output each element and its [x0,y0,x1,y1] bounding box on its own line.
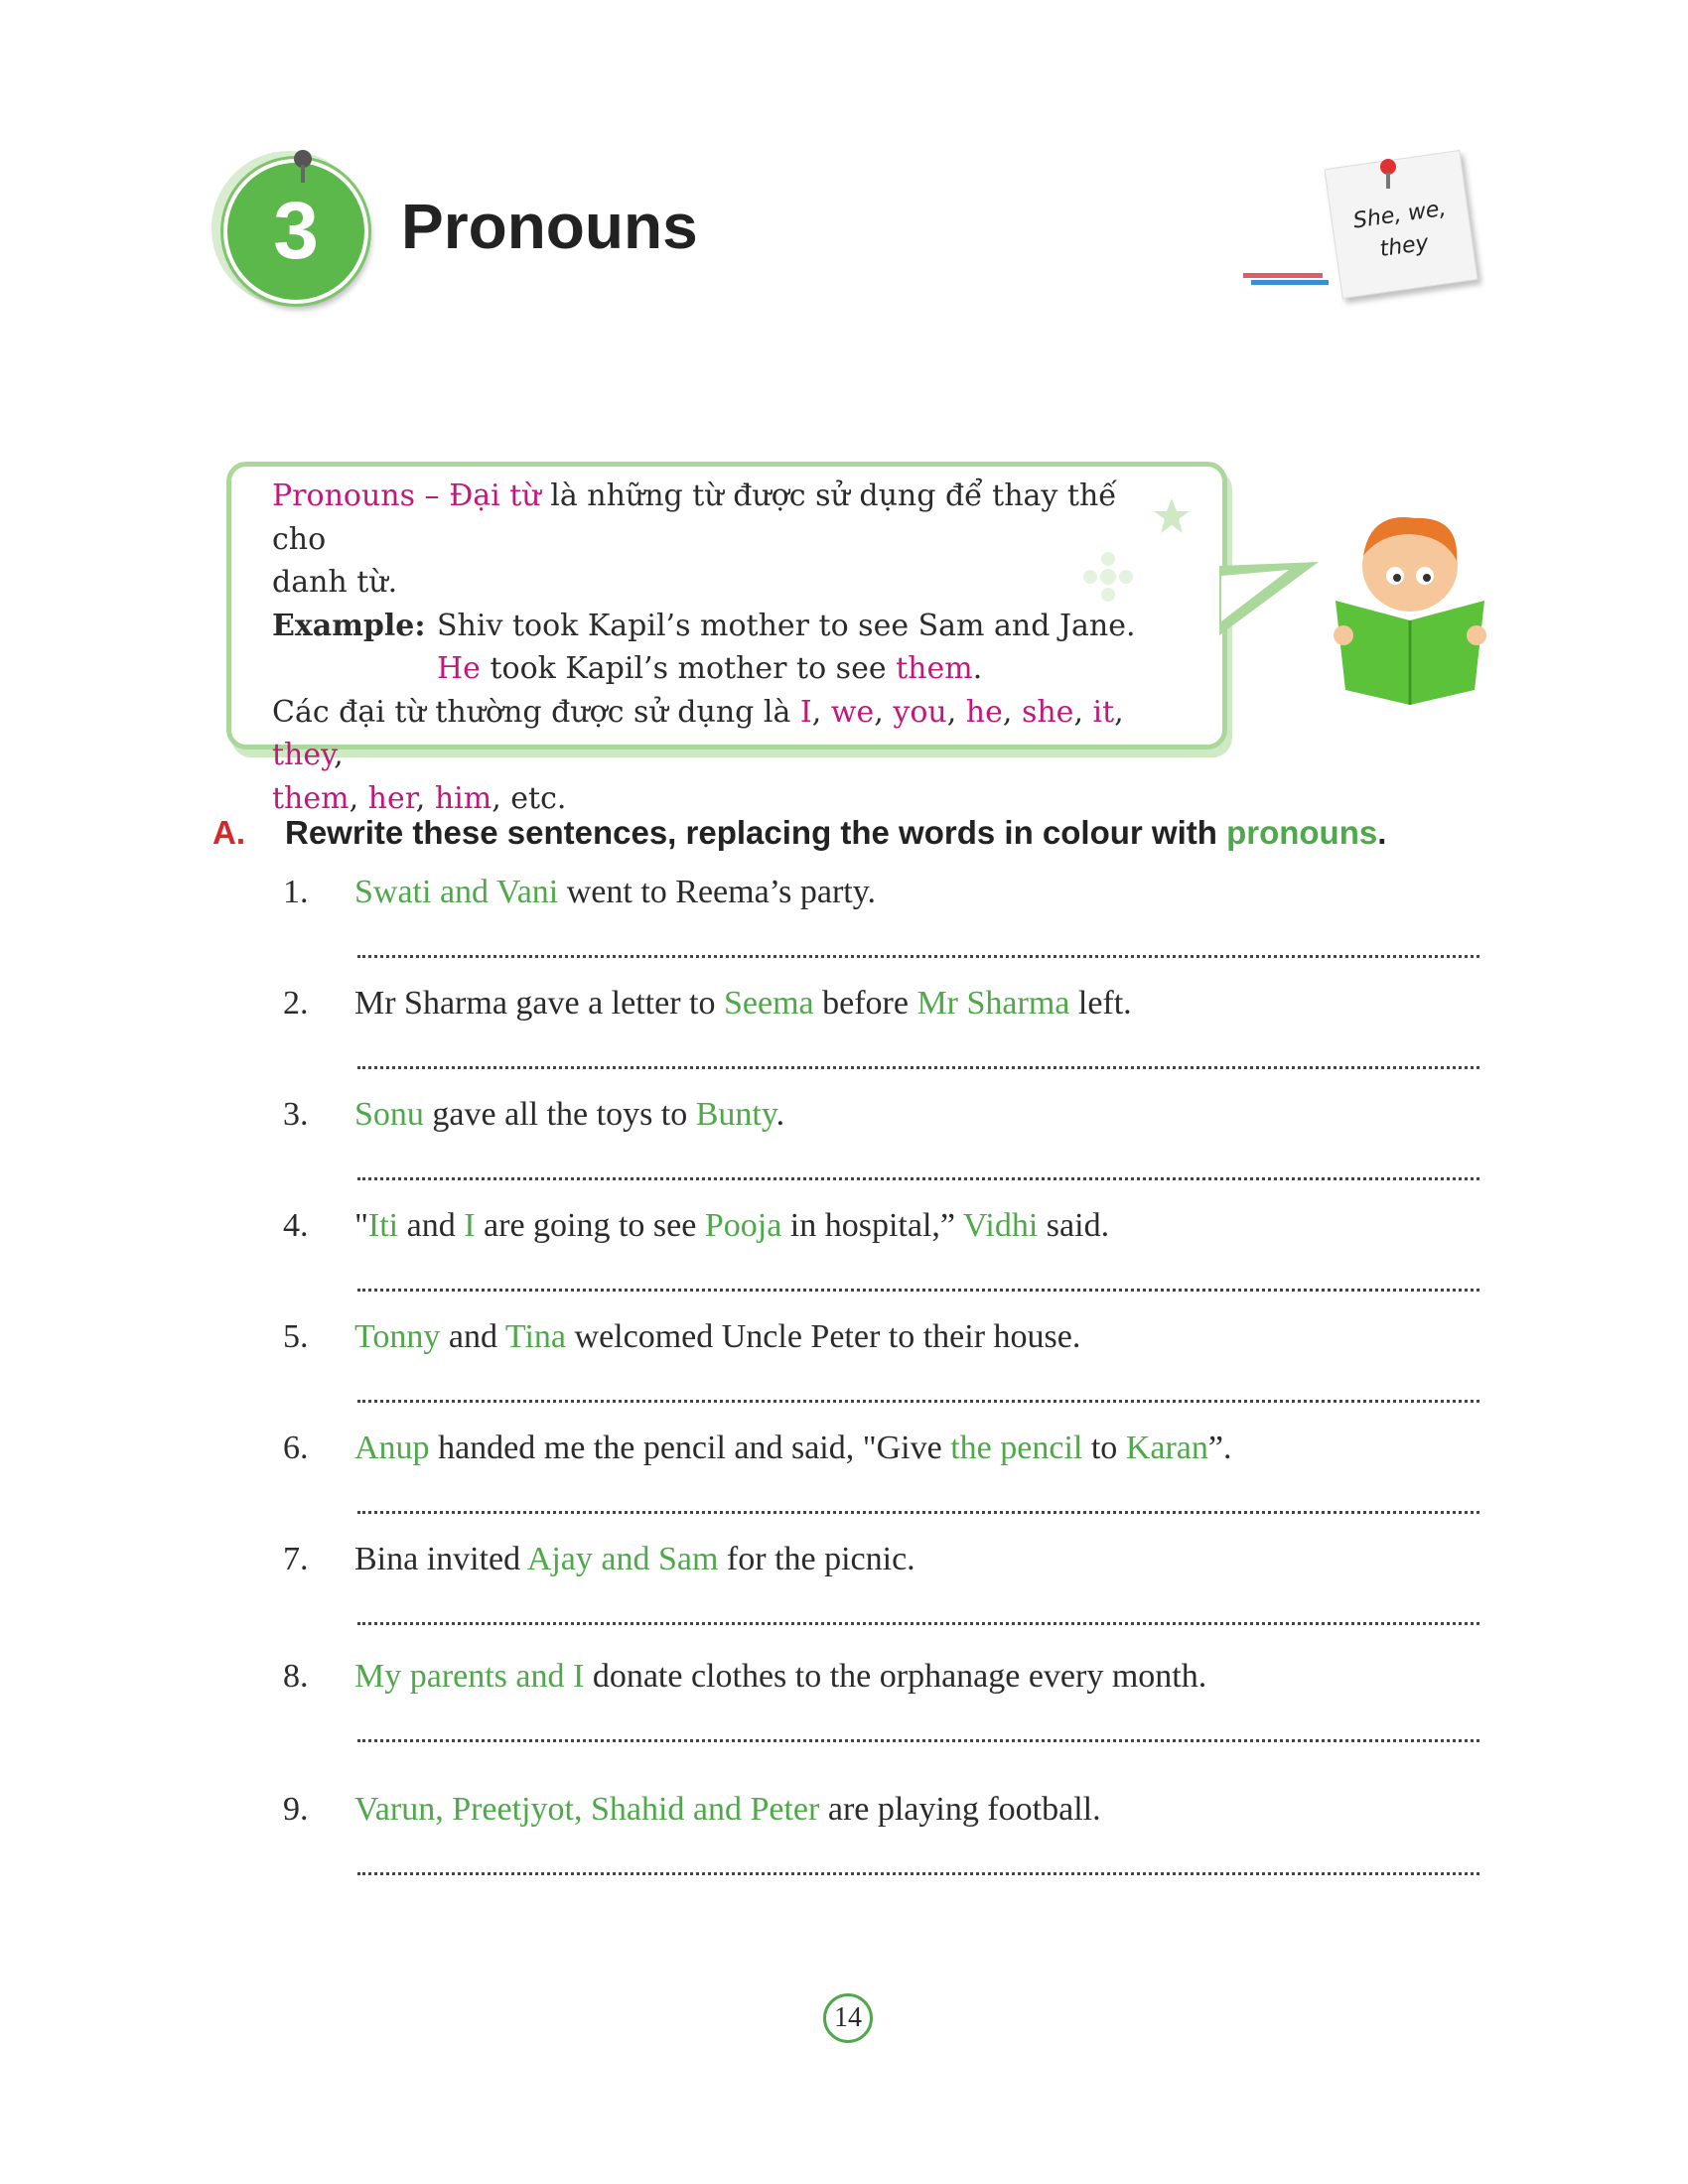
question-sentence [354,1318,1080,1356]
red-pushpin-icon [1373,157,1403,195]
question-number: 9. [283,1791,309,1828]
coloured-words: Sonu [354,1096,424,1133]
pronoun-word: I [799,694,812,730]
answer-line[interactable] [357,1872,1479,1875]
boy-reading-book-illustration [1326,506,1494,705]
chapter-title: Pronouns [401,191,698,262]
question-number: 5. [283,1318,309,1355]
heading-pre: Rewrite these sentences, replacing the words in colour with [285,814,1227,851]
sentence-text: donate clothes to the orphanage every month. [584,1658,1207,1695]
exercise-letter: A. [212,814,245,851]
coloured-words: Tonny [354,1318,441,1355]
common-intro: Các đại từ thường được sử dụng là [272,694,800,730]
pronoun-word: they [272,738,335,772]
definition-a: là những từ được sử dụng để thay thế cho [272,478,1117,557]
pronoun-word: it [1092,694,1115,730]
definition-line-1 [272,475,1166,561]
answer-line[interactable] [357,1622,1479,1625]
coloured-words: Vidhi [962,1207,1039,1244]
sentence-text: in hospital,” [781,1207,963,1244]
answer-line[interactable] [357,1739,1479,1742]
sentence-text: before [813,985,917,1022]
pushpin-icon [288,147,318,187]
question-sentence [354,1096,784,1134]
example-sentence-1: Shiv took Kapil’s mother to see Sam and Jane. [437,608,1136,643]
sentence-text: Mr Sharma gave a letter to [354,985,724,1022]
speech-bubble-tail [1219,556,1329,645]
example-end: . [972,651,983,686]
example-them: them [896,651,973,686]
answer-line[interactable] [357,1177,1479,1180]
question-sentence [354,1658,1206,1696]
coloured-words: Karan [1125,1430,1208,1466]
sentence-text: gave all the toys to [423,1096,696,1133]
coloured-words: Pooja [704,1207,782,1244]
coloured-words: Iti [367,1207,399,1244]
question-sentence [354,874,876,911]
pronoun-word: her [367,780,416,816]
answer-line[interactable] [357,1066,1479,1069]
question-number: 1. [283,874,309,910]
question-sentence [354,1430,1231,1467]
sentence-text: ”. [1207,1430,1232,1466]
coloured-words: Anup [354,1430,430,1466]
coloured-words: Bunty [695,1096,776,1133]
example-line-1 [272,605,1166,648]
answer-line[interactable] [357,1400,1479,1403]
pronoun-word: you [893,694,947,730]
sentence-text: are going to see [475,1207,705,1244]
question-sentence [354,1541,915,1578]
sentence-text: and [440,1318,505,1355]
sentence-text: for the picnic. [718,1541,915,1577]
exercise-heading [285,814,1386,852]
coloured-words: the pencil [950,1430,1083,1466]
etc: , etc. [492,780,567,816]
answer-line[interactable] [357,1511,1479,1514]
question-number: 4. [283,1207,309,1244]
question-number: 7. [283,1541,309,1577]
sentence-text: to [1082,1430,1126,1466]
sentence-text: welcomed Uncle Peter to their house. [566,1318,1081,1355]
pronoun-word: she [1021,694,1074,730]
sentence-text: Bina invited [354,1541,527,1577]
note-line-1: She, we, [1351,196,1448,234]
question-number: 6. [283,1430,309,1466]
example-line-2 [272,647,1166,691]
chapter-number: 3 [273,186,319,276]
definition-text [272,475,1166,820]
coloured-words: Swati and Vani [354,874,559,910]
heading-highlight: pronouns [1226,814,1378,851]
example-he: He [437,651,481,686]
coloured-words: Tina [504,1318,567,1355]
sentence-text: . [775,1096,785,1133]
question-sentence [354,1207,1109,1245]
answer-line[interactable] [357,955,1479,958]
coloured-words: Ajay and Sam [526,1541,719,1577]
question-number: 2. [283,985,309,1022]
pronoun-word: him [434,780,492,816]
sentence-text: handed me the pencil and said, "Give [429,1430,951,1466]
sentence-text: and [398,1207,465,1244]
coloured-words: I [464,1207,476,1244]
coloured-words: Varun, Preetjyot, Shahid and Peter [354,1791,820,1828]
example-label: Example: [272,608,426,643]
pronoun-word: them [272,780,350,816]
question-number: 3. [283,1096,309,1133]
common-pronouns-line [272,691,1166,821]
definition-line-2: danh từ. [272,565,398,600]
sentence-text: " [354,1207,368,1244]
term: Pronouns – Đại từ [272,478,541,513]
pencils-icon [1241,270,1331,290]
pronoun-word: we [830,694,875,730]
heading-post: . [1377,814,1387,851]
pronoun-word: he [965,694,1003,730]
question-number: 8. [283,1658,309,1695]
question-sentence [354,985,1132,1023]
example-mid: took Kapil’s mother to see [480,651,897,686]
coloured-words: Mr Sharma [916,985,1070,1022]
sentence-text: left. [1069,985,1132,1022]
pronoun-list: I, we, you, he, she, it, they, them, her, him [272,694,1124,816]
page-number: 14 [823,1993,873,2043]
question-sentence [354,1791,1101,1829]
note-line-2: they [1378,230,1431,263]
answer-line[interactable] [357,1289,1479,1292]
sentence-text: went to Reema’s party. [558,874,877,910]
sentence-text: said. [1038,1207,1110,1244]
sentence-text: are playing football. [819,1791,1101,1828]
coloured-words: Seema [723,985,814,1022]
coloured-words: My parents and I [354,1658,585,1695]
